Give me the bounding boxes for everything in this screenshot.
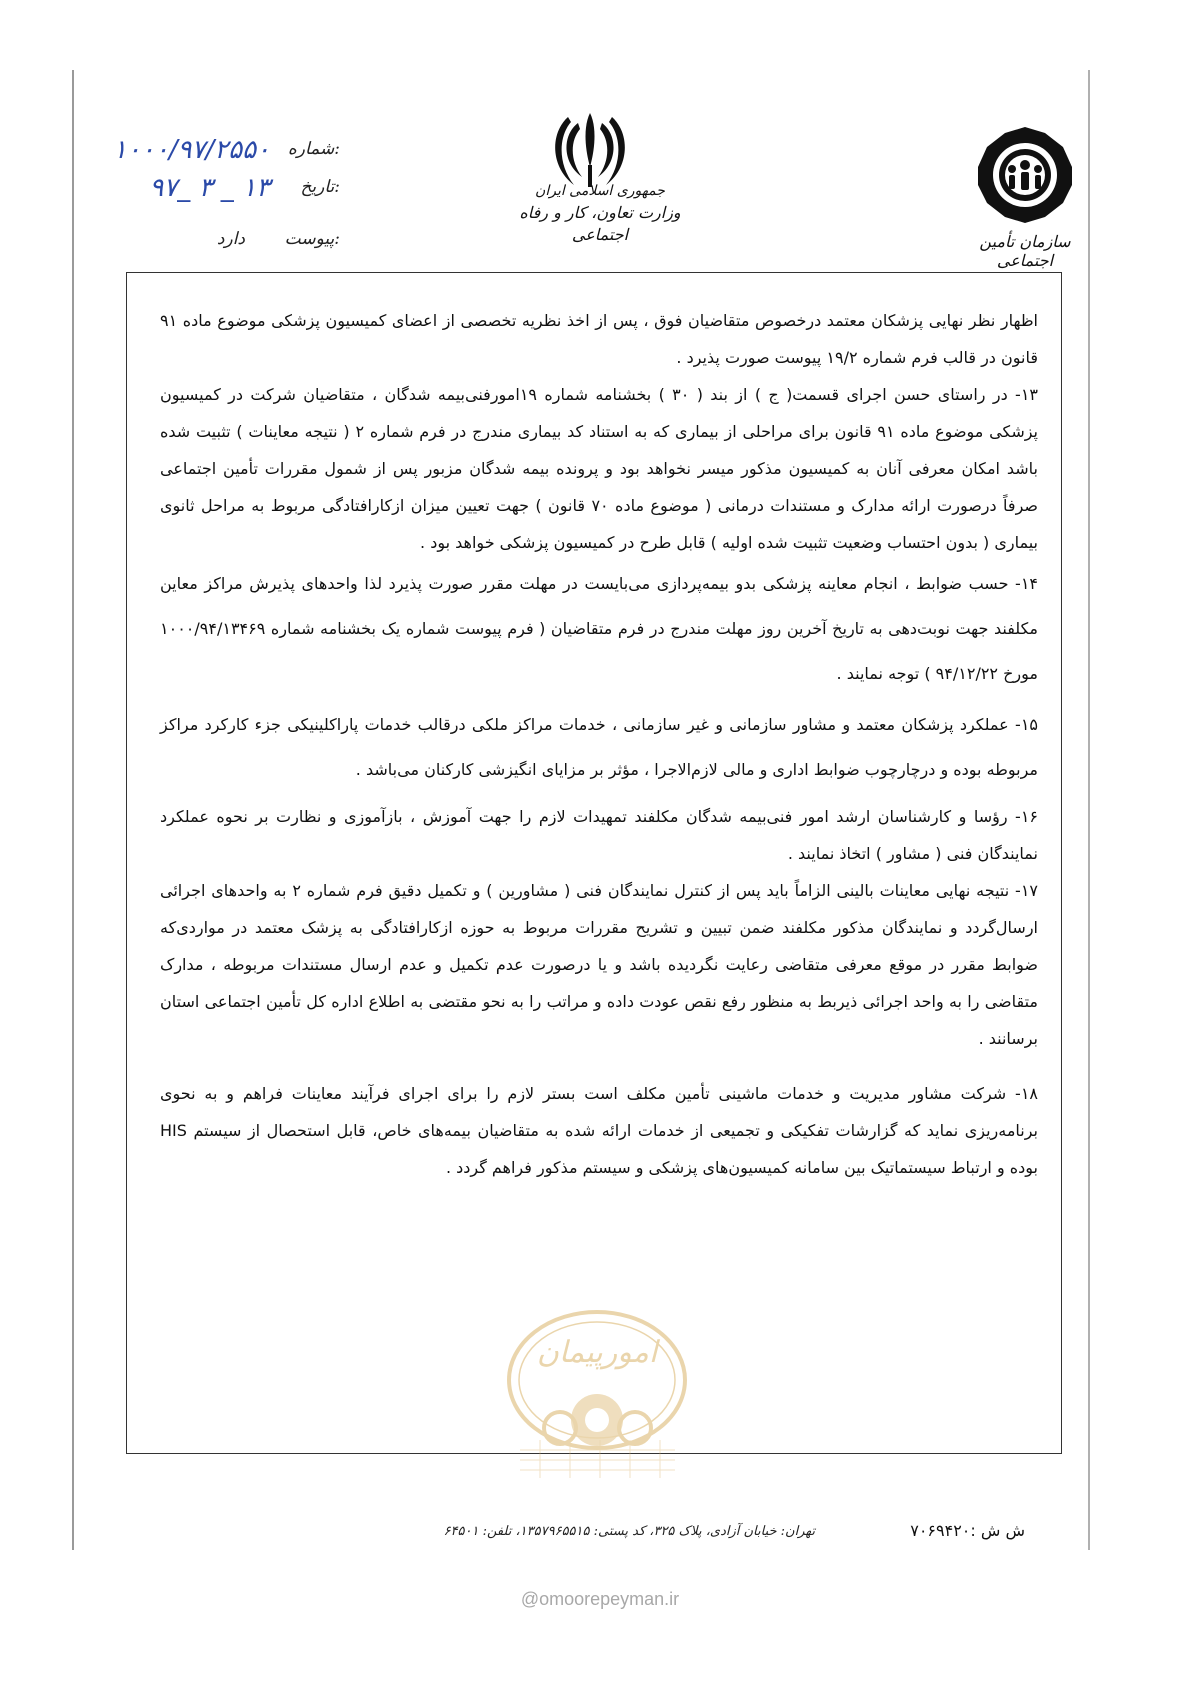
page-edge-left — [72, 70, 74, 1550]
footer-code: ش ش :۷۰۶۹۴۲۰ — [910, 1521, 1025, 1540]
at-icon: @ — [520, 1589, 540, 1609]
letter-body — [160, 302, 1038, 1186]
page-edge-right — [1088, 70, 1090, 1550]
attachment-label: پیوست: — [284, 229, 340, 249]
org-name: سازمان تأمین اجتماعی — [979, 232, 1071, 270]
number-value: ۱۰۰۰/۹۷/۲۵۵۰ — [112, 135, 270, 165]
website-text: omoorepeyman.ir — [539, 1589, 680, 1609]
paragraph-18: ۱۸- شرکت مشاور مدیریت و خدمات ماشینی تأمین مکلف است بستر لازم را برای اجرای فرآیند معاینات فراهم و به نحوی برنامه‌ریزی نماید که گزارشات تفکیکی و تجمیعی از خدمات ارائه شده به متقاضیان بیمه‌های خاص، قابل استحصال از سیستم HIS بوده و ارتباط سیستماتیک بین سامانه کمیسیون‌های پزشکی و سیستم مذکور فراهم گردد . — [160, 1084, 1038, 1177]
number-row — [80, 135, 340, 171]
date-label: تاریخ: — [300, 177, 340, 197]
social-security-logo-icon — [975, 125, 1075, 225]
paragraph-14: ۱۴- حسب ضوابط ، انجام معاینه پزشکی بدو بیمه‌پردازی می‌بایست در مهلت مقرر صورت پذیرد لذا واحدهای پذیرش مراکز معاین مکلفند جهت نوبت‌دهی به تاریخ آخرین روز مهلت مندرج در فرم متقاضیان ( فرم پیوست شماره یک بخشنامه شماره ۱۰۰۰/۹۴/۱۳۴۶۹ مورخ ۹۴/۱۲/۲۲ ) توجه نمایند . — [160, 574, 1038, 683]
paragraph-16: ۱۶- رؤسا و کارشناسان ارشد امور فنی‌بیمه شدگان مکلفند تمهیدات لازم را جهت آموزش ، بازآموزی و نظارت بر نحوه عملکرد نمایندگان فنی ( مشاور ) اتخاذ نمایند . — [160, 807, 1038, 863]
attachment-row — [80, 225, 340, 261]
paragraph-17: ۱۷- نتیجه نهایی معاینات بالینی الزاماً باید پس از کنترل نمایندگان فنی ( مشاورین ) و تکمیل دقیق فرم شماره ۲ به واحدهای اجرائی ارسال‌گردد و نمایندگان مذکور مکلفند ضمن تبیین و تشریح مقررات مربوط به حوزه ازکارافتادگی به پزشک معتمد در مواردی‌که ضوابط مقرر در موقع معرفی متقاضی رعایت نگردیده باشد و یا درصورت عدم تکمیل و عدم ارسال مستندات مربوطه ، مدارک متقاضی را به واحد اجرائی ذیربط به منظور رفع نقص عودت داده و مراتب را به نحو مقتضی به اطلاع اداره کل تأمین اجتماعی استان برسانند . — [160, 881, 1039, 1048]
omoorepeyman-seal-icon — [500, 1300, 695, 1480]
paragraph-15: ۱۵- عملکرد پزشکان معتمد و مشاور سازمانی و غیر سازمانی ، خدمات مراکز ملکی درقالب خدمات پاراکلینیکی جزء کارکرد مراکز مربوطه بوده و درچارچوب ضوابط اداری و مالی لازم‌الاجرا ، مؤثر بر مزایای انگیزشی کارکنان می‌باشد . — [160, 715, 1038, 779]
ministry-title — [500, 180, 700, 246]
seal-text: امورپیمان — [536, 1335, 658, 1370]
country-line: جمهوری اسلامی ایران — [535, 183, 665, 199]
date-value: ۹۷_ ۳ _ ۱۳ — [149, 173, 270, 203]
attachment-value: دارد — [216, 229, 245, 249]
number-label: شماره: — [287, 139, 340, 159]
paragraph-intro: اظهار نظر نهایی پزشکان معتمد درخصوص متقاضیان فوق ، پس از اخذ نظریه تخصصی از اعضای کمیسیون پزشکی موضوع ماده ۹۱ قانون در قالب فرم شماره ۱۹/۲ پیوست صورت پذیرد . — [160, 311, 1038, 367]
footer-website — [500, 1589, 700, 1610]
ministry-line: وزارت تعاون، کار و رفاه اجتماعی — [519, 203, 681, 244]
letter-meta — [80, 135, 340, 255]
footer-address: تهران: خیابان آزادی، پلاک ۳۲۵، کد پستی: ۱۳۵۷۹۶۵۵۱۵، تلفن: ۶۴۵۰۱ — [443, 1524, 815, 1539]
date-row — [80, 173, 340, 209]
paragraph-13: ۱۳- در راستای حسن اجرای قسمت( ج ) از بند ( ۳۰ ) بخشنامه شماره ۱۹امورفنی‌بیمه شدگان ، متقاضیان شرکت در کمیسیون پزشکی موضوع ماده ۹۱ قانون برای مراحلی از بیماری که به استناد کد بیماری مندرج در فرم شماره ۲ ( نتیجه معاینات ) تثبیت شده باشد امکان معرفی آنان به کمیسیون مذکور میسر نخواهد بود و پرونده بیمه شدگان مزبور پس از شمول مقررات تأمین اجتماعی صرفاً درصورت ارائه مدارک و مستندات درمانی ( موضوع ماده ۷۰ قانون ) جهت تعیین میزان ازکارافتادگی مربوط به مراحل ثانوی بیماری ( بدون احتساب وضعیت تثبیت شده اولیه ) قابل طرح در کمیسیون پزشکی خواهد بود . — [160, 385, 1039, 552]
